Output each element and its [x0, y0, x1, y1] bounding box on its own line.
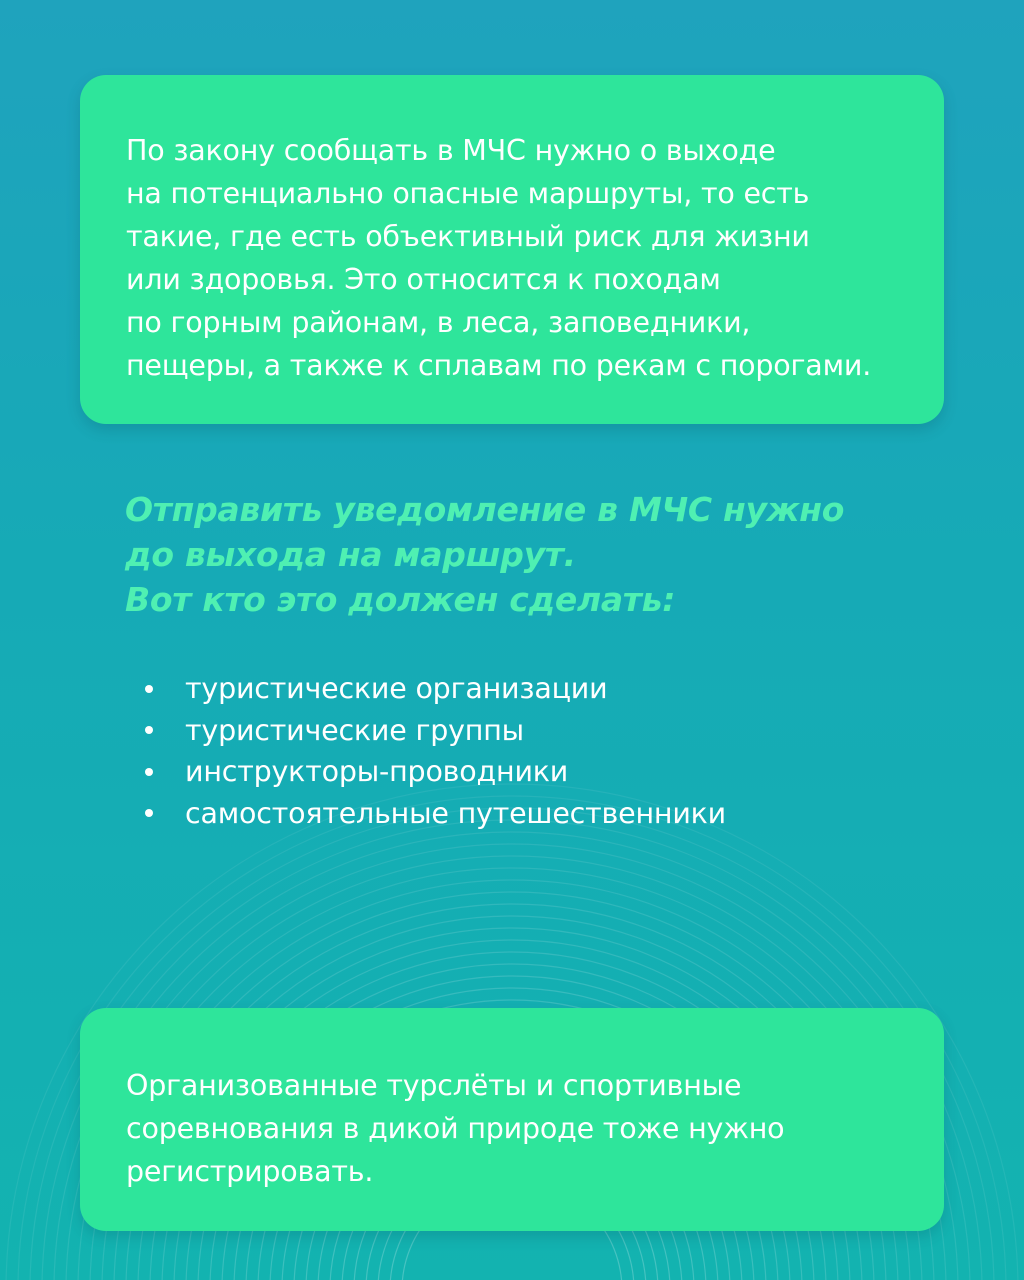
list-item	[140, 793, 726, 835]
list-item	[140, 751, 726, 793]
headline-line: Вот кто это должен сделать:	[125, 580, 676, 619]
info-card-top	[80, 75, 944, 424]
list-item-text: туристические группы	[185, 713, 524, 747]
headline-line: до выхода на маршрут.	[125, 535, 576, 574]
bottom-card-line: Организованные турслёты и спортивные	[126, 1069, 742, 1102]
info-card-bottom	[80, 1008, 944, 1231]
list-item-text: туристические организации	[185, 672, 608, 706]
list-item	[140, 710, 726, 752]
bullet-dot-icon	[145, 685, 153, 693]
top-card-line: или здоровья. Это относится к походам	[126, 263, 721, 296]
top-card-line: на потенциально опасные маршруты, то есть	[126, 177, 810, 210]
top-card-line: такие, где есть объективный риск для жизни	[126, 220, 810, 253]
bottom-card-text	[126, 1064, 904, 1193]
top-card-line: пещеры, а также к сплавам по рекам с порогами.	[126, 349, 872, 382]
headline-line: Отправить уведомление в МЧС нужно	[125, 490, 845, 529]
list-item-text: инструкторы-проводники	[185, 755, 569, 789]
bottom-card-line: регистрировать.	[126, 1155, 374, 1188]
bullet-dot-icon	[145, 726, 153, 734]
list-item-text: самостоятельные путешественники	[185, 796, 726, 830]
headline	[125, 487, 985, 622]
top-card-text	[126, 129, 904, 387]
bullet-list	[140, 668, 726, 834]
list-item	[140, 668, 726, 710]
bullet-dot-icon	[145, 809, 153, 817]
bottom-card-line: соревнования в дикой природе тоже нужно	[126, 1112, 785, 1145]
top-card-line: по горным районам, в леса, заповедники,	[126, 306, 751, 339]
bullet-dot-icon	[145, 768, 153, 776]
top-card-line: По закону сообщать в МЧС нужно о выходе	[126, 134, 776, 167]
